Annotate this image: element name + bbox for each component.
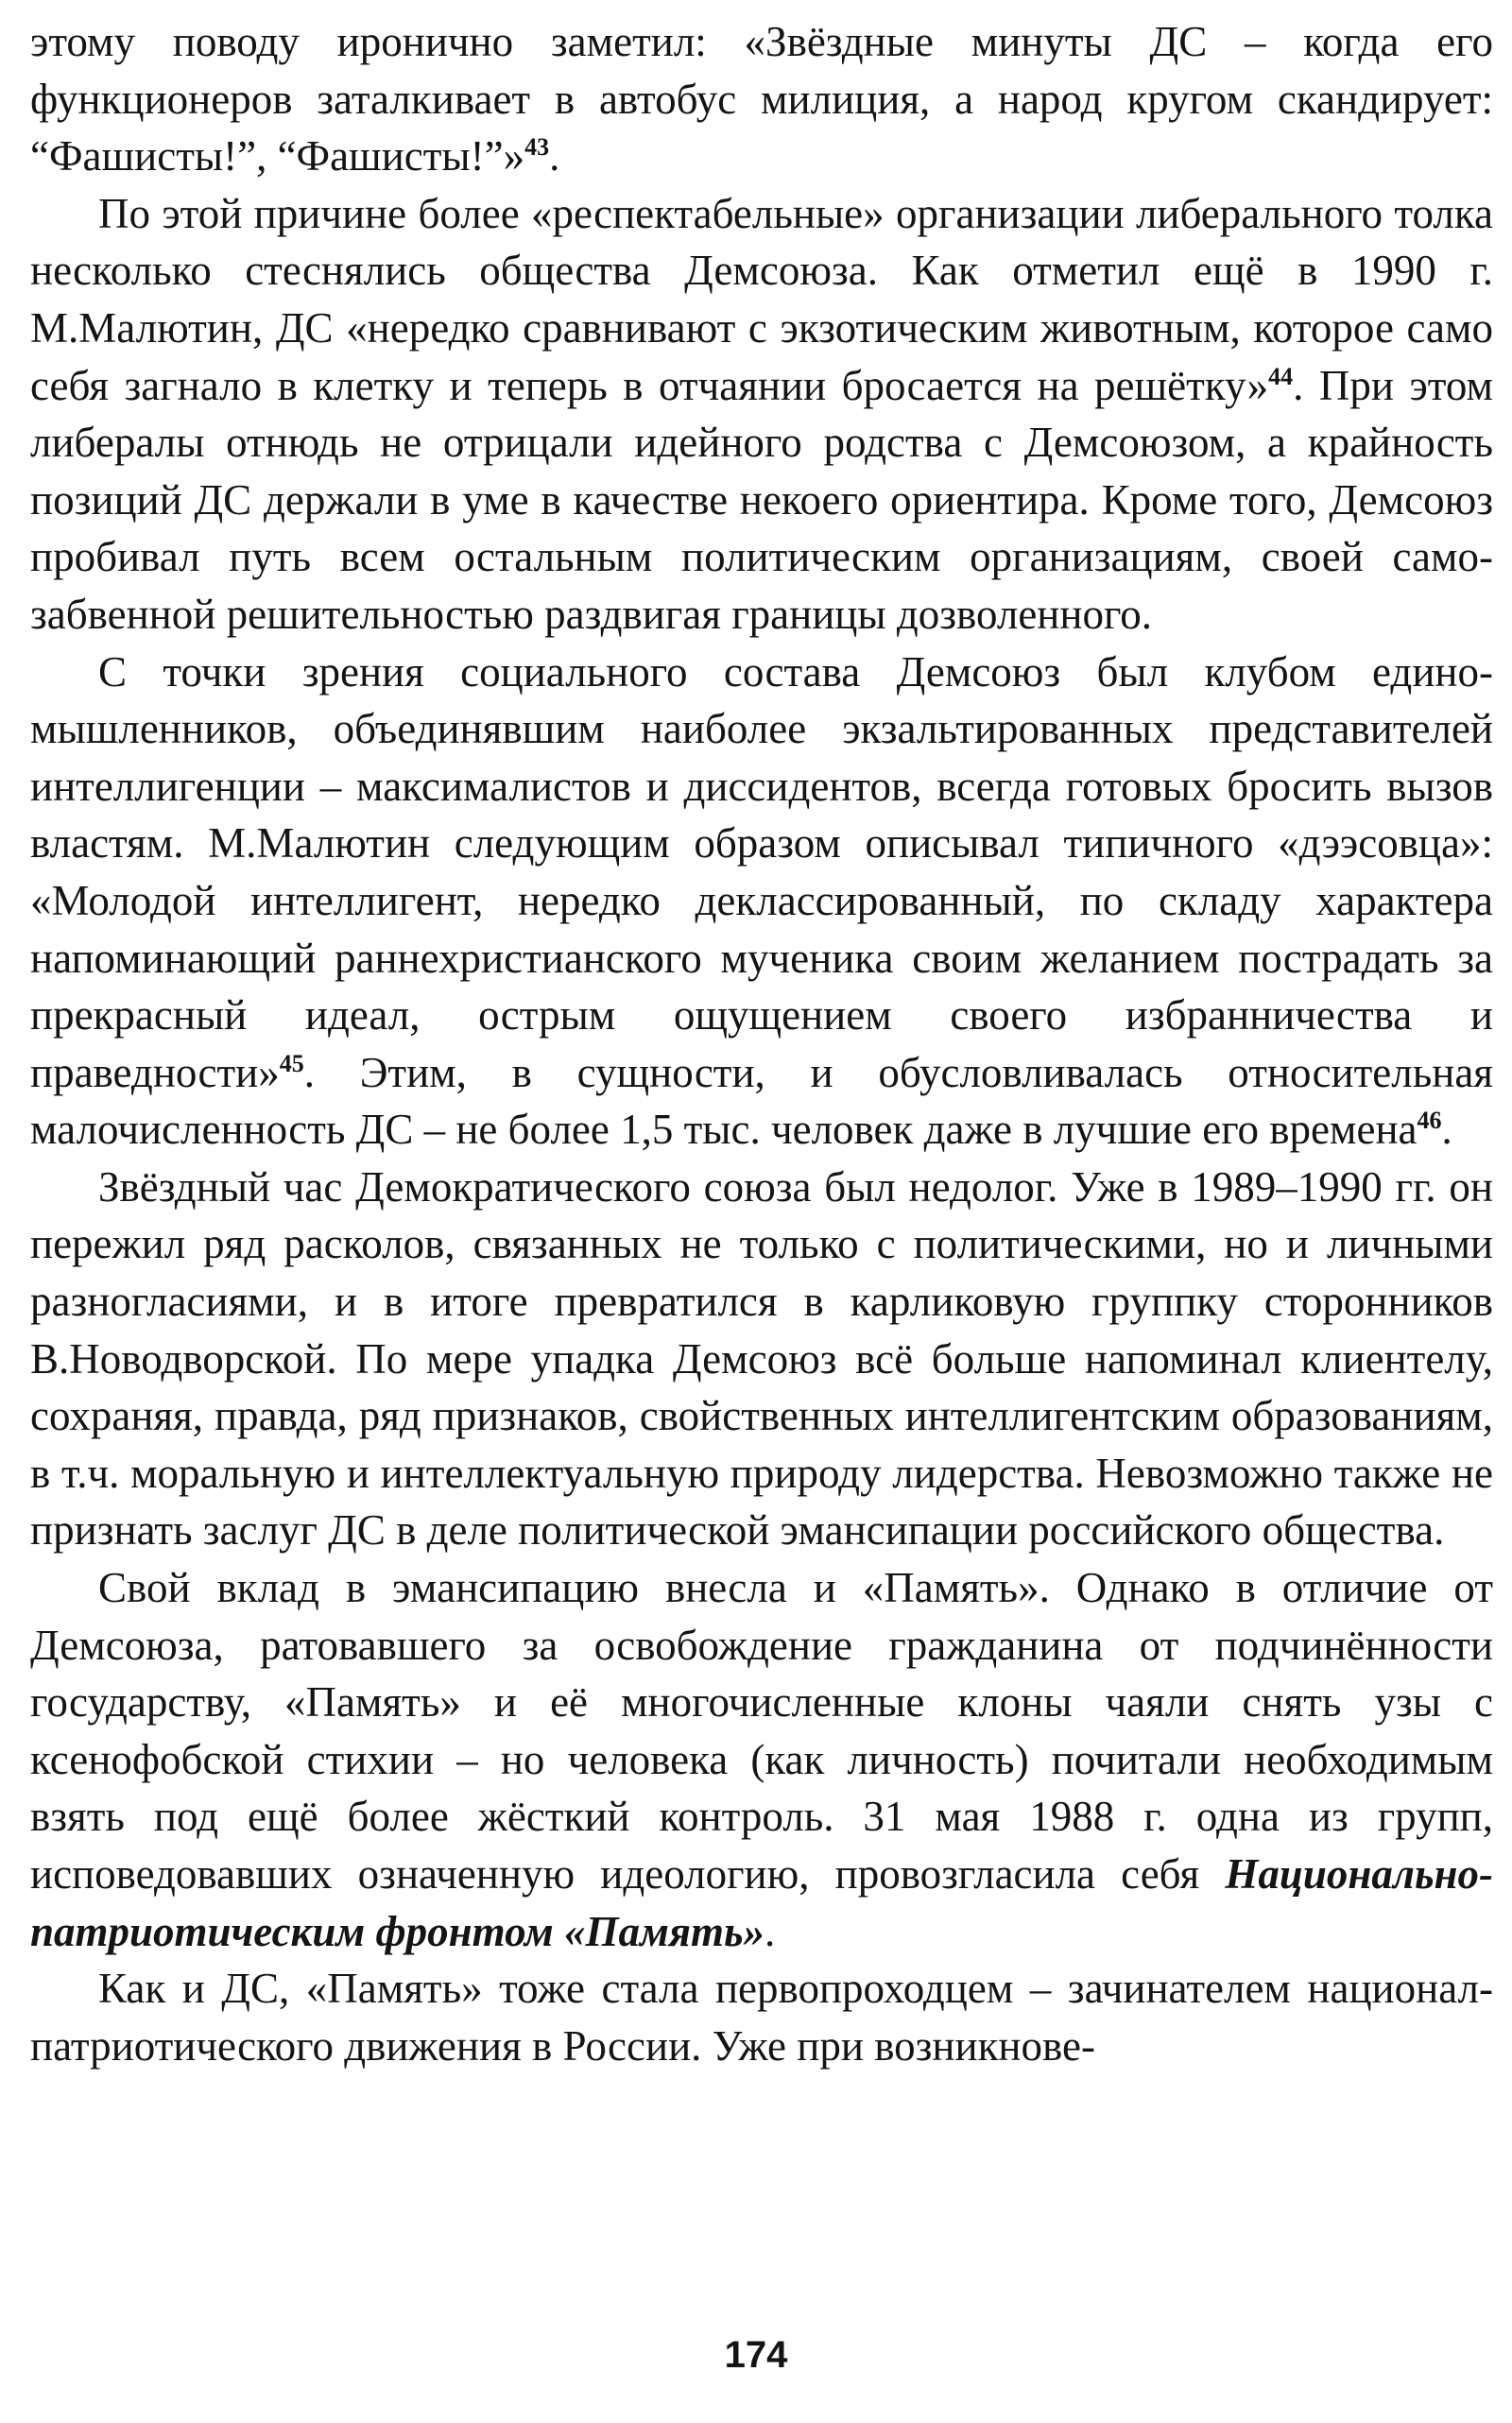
text-segment: . При этом либералы отнюдь не отрицали идейного родства с Демсоюзом, а крайность позиций ДС держали в уме в качестве некоего ориентира. Кроме того, Демсоюз пробивал путь всем остальным политическим организациям, своей самозабвенной решительностью раздвигая границы дозволенного.: [30, 361, 1493, 638]
paragraph-3: [30, 644, 1493, 1159]
text-segment: .: [1441, 1106, 1452, 1154]
footnote-ref-43: 43: [524, 133, 550, 162]
paragraph-1: [30, 13, 1493, 185]
highlighted-organization-name: Национально-патриотическим фронтом «Память»: [30, 1850, 1493, 1955]
page-body: [30, 13, 1493, 2074]
paragraph-5: [30, 1559, 1493, 1960]
text-segment: . Этим, в сущности, и обусловливалась относительная малочисленность ДС – не более 1,5 тыс. человек даже в лучшие его времена: [30, 1048, 1493, 1154]
text-segment: По этой причине более «респектабельные» организации либерального толка несколько стеснялись общества Демсоюза. Как отметил ещё в 1990 г. М.Малютин, ДС «нередко сравнивают с экзотическим животным, которое само себя загнало в клетку и теперь в отчаянии бросается на решётку»: [30, 189, 1493, 409]
paragraph-4: [30, 1159, 1493, 1559]
paragraph-6: [30, 1960, 1493, 2074]
text-segment: Как и ДС, «Память» тоже стала первопроходцем – зачинателем национал-патриотического движения в России. Уже при возникнове-: [30, 1965, 1493, 2070]
footnote-ref-44: 44: [1268, 362, 1294, 390]
footnote-ref-45: 45: [279, 1049, 304, 1077]
text-segment: этому поводу иронично заметил: «Звёздные минуты ДС – когда его функционеров заталкивает в автобус милиция, а народ кругом скандирует: “Фашисты!”, “Фашисты!”»: [30, 18, 1493, 180]
paragraph-2: [30, 185, 1493, 644]
text-segment: .: [765, 1907, 776, 1955]
text-segment: .: [549, 132, 560, 180]
page-number: 174: [724, 2334, 788, 2376]
text-segment: С точки зрения социального состава Демсоюз был клубом единомышленников, объединявшим наиболее экзальтированных представителей интеллигенции – максималистов и диссидентов, всегда готовых бросить вызов властям. М.Малютин следующим образом описывал типичного «дээсовца»: «Молодой интеллигент, нередко деклассированный, по складу характера напоминающий раннехристианского мученика своим желанием пострадать за прекрасный идеал, острым ощущением своего избранничества и праведности»: [30, 647, 1493, 1096]
text-segment: Свой вклад в эмансипацию внесла и «Память». Однако в отличие от Демсоюза, ратовавшего за освобождение гражданина от подчинённости государству, «Память» и её многочисленные клоны чаяли снять узы с ксенофобской стихии – но человека (как личность) почитали необходимым взять под ещё более жёсткий контроль. 31 мая 1988 г. одна из групп, исповедовавших означенную идеологию, провозгласила себя: [30, 1564, 1493, 1898]
footnote-ref-46: 46: [1417, 1107, 1442, 1135]
text-segment: Звёздный час Демократического союза был недолог. Уже в 1989–1990 гг. он пережил ряд расколов, связанных не только с политическими, но и личными разногласиями, и в итоге превратился в карликовую группку сторонников В.Новодворской. По мере упадка Демсоюз всё больше напоминал клиентелу, сохраняя, правда, ряд признаков, свойственных интеллигентским образованиям, в т.ч. моральную и интеллектуальную природу лидерства. Невозможно также не признать заслуг ДС в деле политической эмансипации российского общества.: [30, 1162, 1493, 1555]
